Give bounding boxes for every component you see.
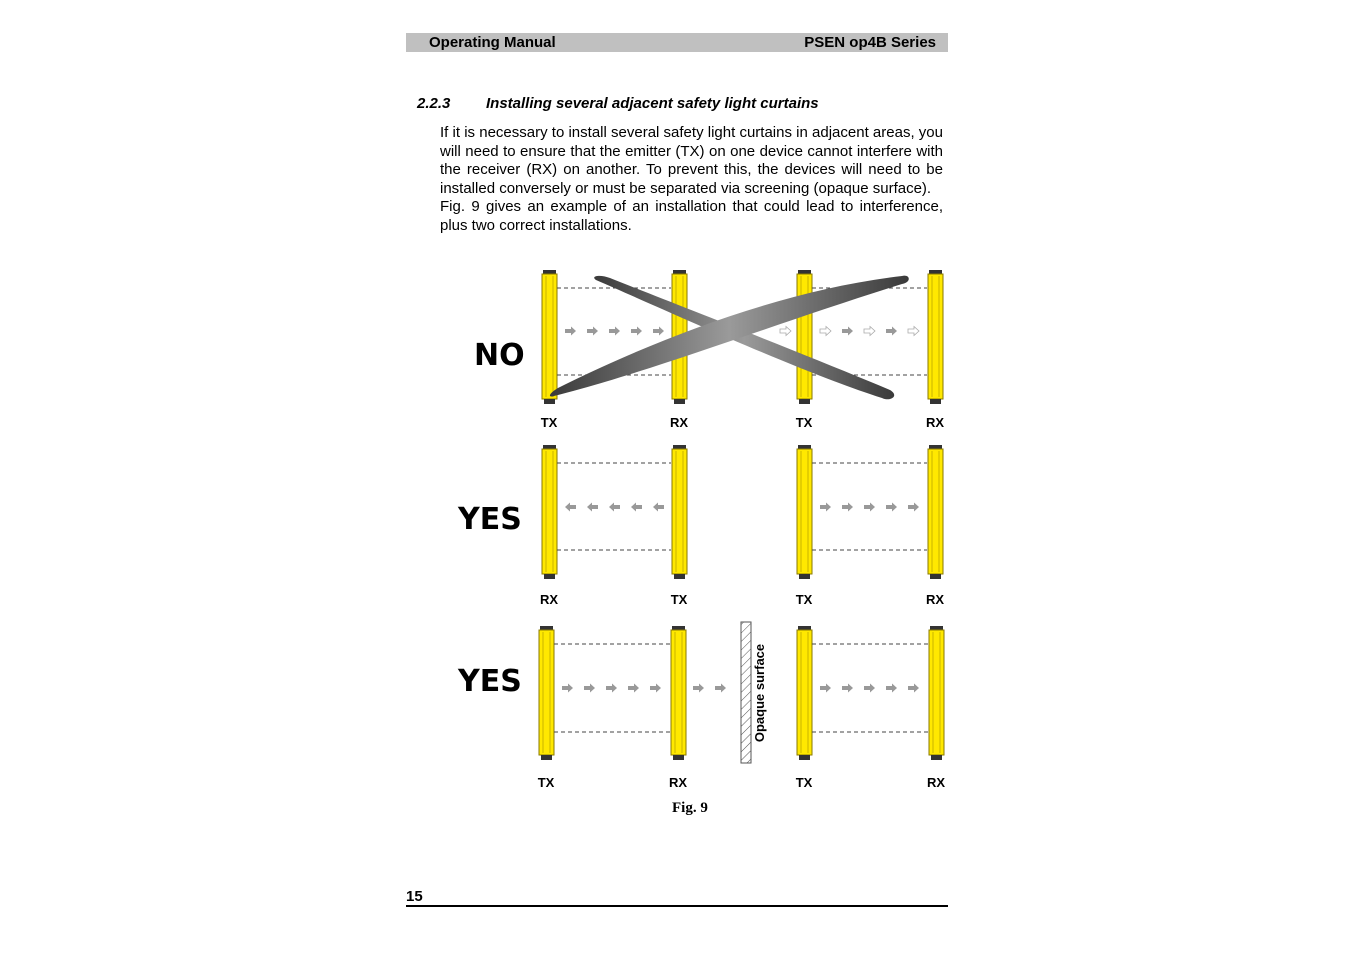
paragraph: Fig. 9 gives an example of an installation that could lead to interference, plus two correct installations. (440, 198, 943, 234)
curtain-rx-1 (671, 626, 686, 760)
header-bar (406, 33, 948, 52)
label-rx: RX (925, 592, 945, 607)
body-text (440, 124, 943, 235)
opaque-surface-label: Opaque surface (752, 643, 767, 743)
verdict-no: NO (474, 338, 525, 373)
label-tx: TX (670, 592, 688, 607)
row-yes-opaque (457, 622, 945, 790)
label-rx: RX (925, 415, 945, 430)
curtain-tx-2 (797, 445, 812, 579)
label-tx: TX (540, 415, 558, 430)
section-heading (417, 95, 819, 112)
curtain-rx-2 (929, 626, 944, 760)
label-rx: RX (539, 592, 559, 607)
curtain-rx-1 (542, 445, 557, 579)
section-number: 2.2.3 (417, 95, 451, 112)
curtain-tx-1 (542, 270, 557, 404)
figure-caption: Fig. 9 (672, 800, 708, 816)
row-no (474, 270, 944, 430)
row-yes-converse (457, 445, 944, 607)
page-number: 15 (406, 888, 423, 905)
section-title: Installing several adjacent safety light curtains (486, 95, 819, 112)
curtain-rx-2 (928, 445, 943, 579)
curtain-tx-2 (797, 626, 812, 760)
figure-9 (450, 262, 950, 792)
curtain-rx-2 (928, 270, 943, 404)
label-rx: RX (669, 415, 689, 430)
label-tx: TX (795, 592, 813, 607)
footer-rule (406, 905, 948, 907)
curtain-tx-1 (672, 445, 687, 579)
label-rx: RX (926, 775, 946, 790)
label-tx: TX (795, 415, 813, 430)
curtain-tx-1 (539, 626, 554, 760)
paragraph: If it is necessary to install several safety light curtains in adjacent areas, you will need to ensure that the emitter (TX) on one device cannot interfere with the receiver (RX) on another. To prevent this, the devices will need to be installed conversely or must be separated via screening (opaque surface). (440, 124, 943, 197)
header-series: PSEN op4B Series (804, 34, 936, 51)
label-rx: RX (668, 775, 688, 790)
verdict-yes: YES (458, 664, 522, 699)
label-tx: TX (795, 775, 813, 790)
curtain-tx-2 (797, 270, 812, 404)
label-tx: TX (537, 775, 555, 790)
header-title: Operating Manual (429, 34, 556, 51)
verdict-yes: YES (458, 502, 522, 537)
opaque-surface (741, 622, 751, 763)
